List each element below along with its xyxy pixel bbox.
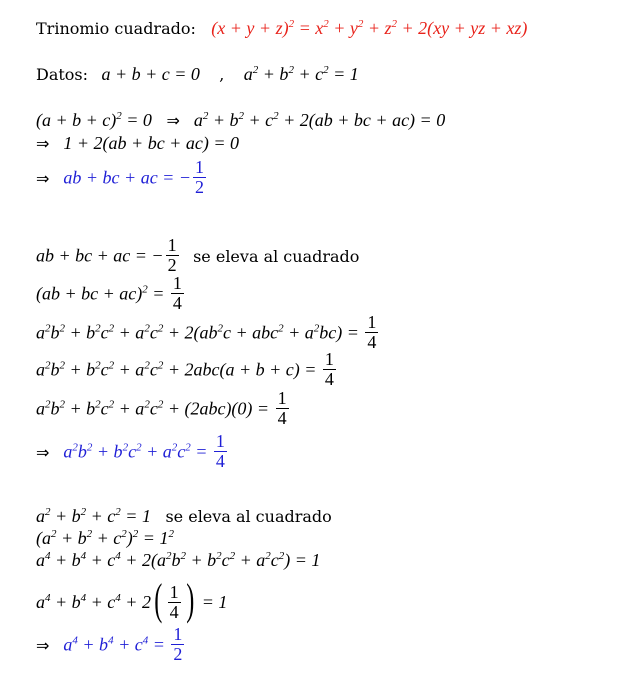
block1-result: ⇒ ab + bc + ac = − $\frac{1}{2}$ [36,157,204,197]
fraction-one-quarter: $\frac{1}{4}$ [324,349,334,389]
implies-arrow: ⇒ [36,635,50,655]
implies-arrow: ⇒ [36,134,50,153]
fraction-one-quarter: $\frac{1}{4}$ [277,388,287,428]
header-line [36,17,527,40]
block2-line2: (ab + bc + ac)$^2$ = $\frac{1}{4}$ [36,273,182,313]
header-formula: $(x + y + z)^2 = x^2 + y^2 + z^2 + 2(xy$ + yz + xz) [211,18,528,38]
datos-label: Datos: [36,65,89,84]
block1-line2: ⇒ 1 + 2(ab + bc + ac) = 0 [36,133,239,153]
block3-result: ⇒ $a^4 + b^4 + c^4$ = $\frac{1}{2}$ [36,624,183,664]
fraction-one-half: $\frac{1}{2}$ [173,624,183,664]
block3-line2: $(a^2 + b^2 + c^2)^2 = 1^2$ [36,528,174,548]
implies-arrow: ⇒ [36,442,50,462]
block3-line4: $a^4 + b^4 + c^4 + 2$( $\frac{1}{4}$ ) = 1 [36,575,228,624]
fraction-one-quarter: $\frac{1}{4}$ [169,581,179,622]
datos-sep: , [219,65,225,84]
block2-result: ⇒ $a^2b^2 + b^2c^2 + a^2c^2$ = $\frac{1}{4}$ [36,431,225,471]
block3-line3: $a^4 + b^4 + c^4 + 2(a^2b^2 + b^2c^2 + a^2c^2) = 1$ [36,550,321,570]
datos-eq2: $a^2 + b^2 + c^2 = 1$ [243,64,359,84]
implies-arrow: ⇒ [166,111,180,130]
fraction-one-half: $\frac{1}{2}$ [167,235,177,275]
block3-line1: $a^2 + b^2 + c^2 = 1$ se eleva al cuadrado [36,506,332,526]
implies-arrow: ⇒ [36,168,50,188]
block2-line3: $a^2b^2 + b^2c^2 + a^2c^2 + 2(ab^2c + abc^2 + a^2bc)$ = $\frac{1}{4}$ [36,312,377,352]
fraction-one-half: $\frac{1}{2}$ [194,157,204,197]
block1-line1: $(a + b + c)^2 = 0$ ⇒ $a^2 + b^2 + c^2 + 2(ab$ + bc + ac) = 0 [36,110,446,130]
block2-line5: $a^2b^2 + b^2c^2 + a^2c^2 + (2abc)(0)$ = $\frac{1}{4}$ [36,388,287,428]
header-label: Trinomio cuadrado: [36,19,196,38]
block3-text: se eleva al cuadrado [165,507,332,526]
datos-line [36,63,359,86]
fraction-one-quarter: $\frac{1}{4}$ [172,273,182,313]
block2-line4: $a^2b^2 + b^2c^2 + a^2c^2 + 2abc(a + b + c)$ = $\frac{1}{4}$ [36,349,334,389]
fraction-one-quarter: $\frac{1}{4}$ [215,431,225,471]
fraction-one-quarter: $\frac{1}{4}$ [367,312,377,352]
block2-line1: ab + bc + ac = − $\frac{1}{2}$ se eleva al cuadrado [36,235,360,275]
datos-eq1: a + b + c = 0 [101,64,200,84]
block2-text: se eleva al cuadrado [193,246,360,266]
